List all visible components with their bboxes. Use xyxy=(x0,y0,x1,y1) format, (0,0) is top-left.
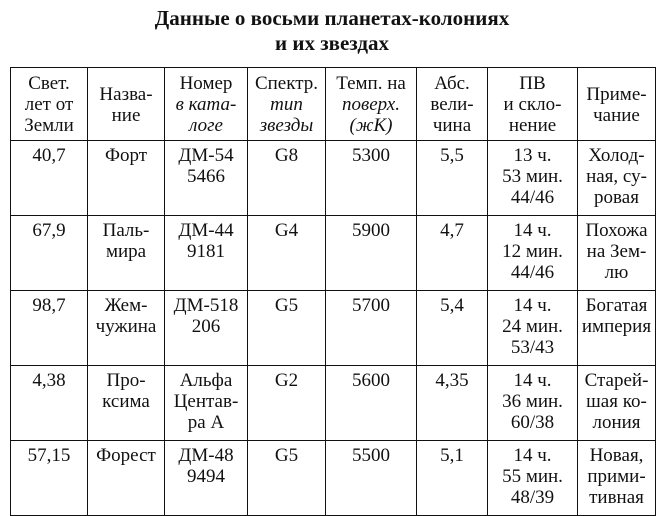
cell-radec xyxy=(488,141,578,216)
cell-catalog xyxy=(165,441,248,516)
cell-name xyxy=(88,141,165,216)
cell-radec xyxy=(488,366,578,441)
column-header-line: Земли xyxy=(24,115,74,136)
cell-line: Форт xyxy=(104,145,148,166)
cell-line: 14 ч. xyxy=(513,370,552,391)
cell-temp xyxy=(326,216,417,291)
cell-value: G4 xyxy=(274,220,299,241)
cell-line: 24 мин. xyxy=(502,316,563,337)
cell-line: 5466 xyxy=(187,166,225,187)
column-header-absmag xyxy=(417,68,488,141)
cell-line: Холод- xyxy=(588,145,645,166)
column-header-line: чина xyxy=(432,115,472,136)
cell-value: G8 xyxy=(274,145,299,166)
cell-absmag xyxy=(417,366,488,441)
cell-note xyxy=(578,216,656,291)
cell-line: Новая, xyxy=(589,445,644,466)
column-header-temp xyxy=(326,68,417,141)
cell-absmag xyxy=(417,141,488,216)
document-title xyxy=(0,6,664,56)
cell-value: G5 xyxy=(274,295,299,316)
cell-line: прими- xyxy=(587,466,646,487)
column-header-line: нение xyxy=(508,115,557,136)
cell-radec xyxy=(488,216,578,291)
planets-table xyxy=(10,67,656,516)
cell-line: шая ко- xyxy=(586,391,647,412)
cell-line: Альфа xyxy=(179,370,233,391)
cell-catalog xyxy=(165,291,248,366)
cell-line: 44/46 xyxy=(510,262,555,283)
cell-line: лония xyxy=(592,412,641,433)
cell-value: G2 xyxy=(274,370,299,391)
title-line-1: Данные о восьми планетах-колониях xyxy=(154,6,510,30)
cell-name xyxy=(88,216,165,291)
cell-line: 55 мин. xyxy=(502,466,563,487)
cell-line: 53 мин. xyxy=(502,166,563,187)
cell-note xyxy=(578,366,656,441)
cell-value: 98,7 xyxy=(32,295,66,316)
cell-line: ДМ-54 xyxy=(178,145,234,166)
cell-line: 9494 xyxy=(187,466,225,487)
cell-radec xyxy=(488,441,578,516)
cell-line: 44/46 xyxy=(510,187,555,208)
table-body xyxy=(11,141,656,516)
cell-line: 14 ч. xyxy=(513,445,552,466)
table-row xyxy=(11,441,656,516)
cell-line: 206 xyxy=(191,316,221,337)
cell-value: 5,1 xyxy=(440,445,464,466)
cell-distance xyxy=(11,141,88,216)
cell-line: 14 ч. xyxy=(513,220,552,241)
table-row xyxy=(11,291,656,366)
cell-line: ксима xyxy=(102,391,150,412)
cell-line: ДМ-48 xyxy=(178,445,234,466)
cell-distance xyxy=(11,441,88,516)
cell-temp xyxy=(326,441,417,516)
cell-line: ная, су- xyxy=(586,166,647,187)
column-header-line: вели- xyxy=(430,94,474,115)
cell-spectral xyxy=(248,141,326,216)
cell-spectral xyxy=(248,441,326,516)
title-line-2: и их звездах xyxy=(275,31,389,55)
column-header-line: тип xyxy=(270,94,303,115)
cell-line: 53/43 xyxy=(510,337,555,358)
column-header-line: Номер xyxy=(179,73,233,94)
cell-value: 5,5 xyxy=(440,145,464,166)
cell-line: 14 ч. xyxy=(513,295,552,316)
column-header-line: и скло- xyxy=(503,94,562,115)
cell-value: 4,7 xyxy=(440,220,464,241)
cell-value: 5500 xyxy=(352,445,390,466)
cell-value: 4,38 xyxy=(32,370,66,391)
cell-line: ДМ-518 xyxy=(173,295,239,316)
cell-note xyxy=(578,441,656,516)
column-header-note xyxy=(578,68,656,141)
column-header-line: Абс. xyxy=(434,73,470,94)
cell-line: 13 ч. xyxy=(513,145,552,166)
cell-line: Центав- xyxy=(173,391,239,412)
column-header-catalog xyxy=(165,68,248,141)
cell-line: Богатая xyxy=(585,295,648,316)
cell-line: 36 мин. xyxy=(502,391,563,412)
cell-distance xyxy=(11,291,88,366)
cell-line: 12 мин. xyxy=(502,241,563,262)
column-header-line: в ката- xyxy=(175,94,237,115)
cell-distance xyxy=(11,366,88,441)
column-header-line: лет от xyxy=(24,94,74,115)
column-header-line: (жК) xyxy=(349,115,393,136)
column-header-line: ние xyxy=(111,104,141,126)
cell-line: 9181 xyxy=(187,241,225,262)
cell-value: 5900 xyxy=(352,220,390,241)
cell-line: 48/39 xyxy=(510,487,555,508)
cell-line: 60/38 xyxy=(510,412,555,433)
cell-catalog xyxy=(165,141,248,216)
cell-name xyxy=(88,366,165,441)
cell-line: Паль- xyxy=(102,220,150,241)
cell-name xyxy=(88,291,165,366)
cell-temp xyxy=(326,291,417,366)
cell-value: 5,4 xyxy=(440,295,464,316)
cell-temp xyxy=(326,141,417,216)
cell-spectral xyxy=(248,366,326,441)
cell-catalog xyxy=(165,216,248,291)
cell-value: 57,15 xyxy=(27,445,71,466)
cell-value: 5300 xyxy=(352,145,390,166)
cell-line: Про- xyxy=(106,370,146,391)
cell-line: Жем- xyxy=(104,295,148,316)
column-header-name xyxy=(88,68,165,141)
column-header-line: Приме- xyxy=(586,83,647,105)
column-header-line: Свет. xyxy=(28,73,70,94)
column-header-line: Назва- xyxy=(99,83,153,105)
cell-line: на Зем- xyxy=(586,241,647,262)
cell-line: ДМ-44 xyxy=(178,220,234,241)
cell-line: лю xyxy=(604,262,629,283)
cell-spectral xyxy=(248,291,326,366)
column-header-spectral xyxy=(248,68,326,141)
column-header-distance xyxy=(11,68,88,141)
cell-radec xyxy=(488,291,578,366)
column-header-radec xyxy=(488,68,578,141)
cell-line: мира xyxy=(105,241,147,262)
cell-value: G5 xyxy=(274,445,299,466)
cell-absmag xyxy=(417,441,488,516)
cell-note xyxy=(578,291,656,366)
column-header-line: звезды xyxy=(259,115,314,136)
cell-line: ра А xyxy=(187,412,225,433)
cell-line: Форест xyxy=(96,445,156,466)
cell-value: 67,9 xyxy=(32,220,66,241)
cell-name xyxy=(88,441,165,516)
table-row xyxy=(11,366,656,441)
cell-line: империя xyxy=(581,316,652,337)
cell-value: 40,7 xyxy=(32,145,66,166)
cell-value: 5700 xyxy=(352,295,390,316)
column-header-line: поверх. xyxy=(342,94,400,115)
table-header-row xyxy=(11,68,656,141)
cell-value: 4,35 xyxy=(435,370,469,391)
cell-line: чужина xyxy=(95,316,157,337)
cell-line: Старей- xyxy=(584,370,649,391)
cell-distance xyxy=(11,216,88,291)
table-row xyxy=(11,141,656,216)
cell-catalog xyxy=(165,366,248,441)
cell-absmag xyxy=(417,291,488,366)
column-header-line: логе xyxy=(189,115,223,136)
cell-spectral xyxy=(248,216,326,291)
cell-absmag xyxy=(417,216,488,291)
cell-note xyxy=(578,141,656,216)
column-header-line: Темп. на xyxy=(336,73,406,94)
cell-line: тивная xyxy=(589,487,644,508)
column-header-line: чание xyxy=(593,104,640,126)
table-row xyxy=(11,216,656,291)
cell-line: ровая xyxy=(594,187,639,208)
cell-temp xyxy=(326,366,417,441)
column-header-line: ПВ xyxy=(519,73,546,94)
column-header-line: Спектр. xyxy=(254,73,319,94)
cell-value: 5600 xyxy=(352,370,390,391)
cell-line: Похожа xyxy=(585,220,648,241)
